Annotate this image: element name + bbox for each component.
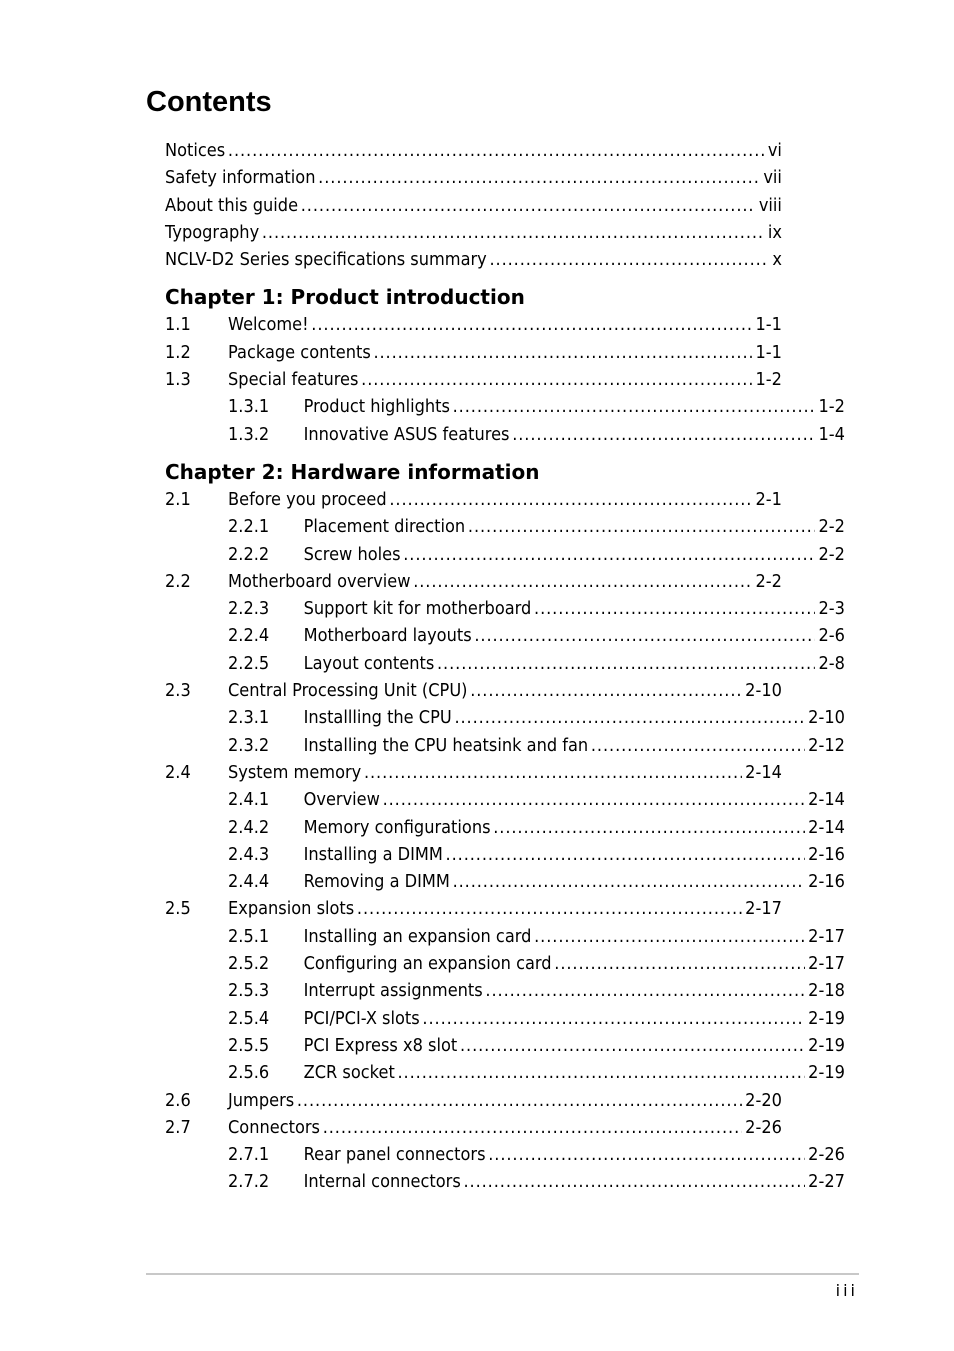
toc-entry-number: 2.3: [165, 680, 191, 702]
toc-entry-number: 2.3.2: [228, 734, 270, 756]
toc-entry[interactable]: [165, 622, 845, 649]
toc-entry-label: Innovative ASUS features: [303, 423, 510, 445]
toc-entry-number: 2.7: [165, 1116, 191, 1138]
toc-entry-label: Layout contents: [303, 652, 435, 674]
dot-leader: [488, 1141, 804, 1168]
toc-entry[interactable]: [165, 1141, 845, 1168]
toc-entry-number: 2.4.1: [228, 789, 270, 811]
front-matter-list: [165, 137, 782, 273]
toc-entry-page: 1-4: [818, 423, 845, 445]
toc-entry-number: 2.1: [165, 488, 191, 510]
toc-entry-number: 2.4.3: [228, 843, 270, 865]
toc-entry-label: Installing an expansion card: [303, 925, 532, 947]
toc-entry[interactable]: [165, 393, 845, 420]
toc-entry-number: 2.2.2: [228, 543, 270, 565]
dot-leader: [554, 950, 804, 977]
toc-entry-number: 2.5.4: [228, 1007, 270, 1029]
dot-leader: [534, 595, 815, 622]
toc-entry-page: 2-1: [755, 488, 782, 510]
dot-leader: [228, 137, 764, 164]
toc-entry-number: 2.2.5: [228, 652, 270, 674]
toc-entry[interactable]: [165, 704, 845, 731]
dot-leader: [361, 366, 752, 393]
toc-entry-page: x: [772, 249, 782, 271]
toc-entry-label: Screw holes: [303, 543, 401, 565]
dot-leader: [463, 1168, 804, 1195]
page-number: iii: [835, 1281, 858, 1300]
toc-entry-page: 2-16: [808, 871, 845, 893]
toc-entry-page: ix: [767, 221, 782, 243]
toc-entry[interactable]: [165, 164, 782, 191]
toc-entry-number: 1.3.1: [228, 396, 270, 418]
toc-entry-label: Motherboard overview: [228, 570, 411, 592]
toc-entry-number: 1.1: [165, 314, 191, 336]
footer-divider: [146, 1273, 859, 1275]
dot-leader: [493, 814, 804, 841]
toc-entry-number: 2.6: [165, 1089, 191, 1111]
dot-leader: [311, 311, 752, 338]
toc-entry-page: 2-3: [818, 598, 845, 620]
toc-entry-page: vii: [763, 167, 782, 189]
toc-entry[interactable]: [165, 650, 845, 677]
chapter-2-heading[interactable]: Chapter 2: Hardware information: [165, 459, 540, 484]
toc-entry-number: 2.7.1: [228, 1144, 270, 1166]
toc-entry-number: 2.5.2: [228, 953, 270, 975]
toc-entry-page: 2-17: [808, 925, 845, 947]
toc-entry-label: Jumpers: [228, 1089, 295, 1111]
toc-entry-number: 2.5: [165, 898, 191, 920]
toc-entry-page: 2-14: [808, 816, 845, 838]
dot-leader: [323, 1114, 742, 1141]
toc-entry-label: System memory: [228, 761, 362, 783]
toc-entry-number: 2.2: [165, 570, 191, 592]
toc-entry-number: 2.4.4: [228, 871, 270, 893]
toc-entry-label: Before you proceed: [228, 488, 387, 510]
toc-entry-number: 1.3: [165, 369, 191, 391]
toc-entry-number: 1.2: [165, 341, 191, 363]
toc-entry-page: 2-2: [818, 543, 845, 565]
toc-entry[interactable]: [165, 137, 782, 164]
toc-entry-label: Typography: [165, 221, 260, 243]
toc-entry-page: 1-2: [755, 369, 782, 391]
toc-entry[interactable]: [165, 923, 845, 950]
toc-entry[interactable]: [165, 541, 845, 568]
dot-leader: [398, 1059, 805, 1086]
dot-leader: [485, 977, 804, 1004]
toc-entry-label: Notices: [165, 140, 226, 161]
dot-leader: [297, 1087, 742, 1114]
toc-entry-number: 2.2.1: [228, 516, 270, 538]
toc-entry[interactable]: [165, 1005, 845, 1032]
toc-entry[interactable]: [165, 219, 782, 246]
toc-entry-label: Configuring an expansion card: [303, 953, 552, 975]
toc-entry-number: 2.3.1: [228, 707, 270, 729]
toc-entry-page: 2-14: [745, 761, 782, 783]
toc-entry[interactable]: [165, 732, 845, 759]
toc-entry-label: Package contents: [228, 341, 371, 363]
toc-entry[interactable]: [165, 814, 845, 841]
toc-entry-page: 2-19: [808, 1007, 845, 1029]
toc-entry[interactable]: [165, 1168, 845, 1195]
dot-leader: [262, 219, 764, 246]
toc-entry-page: 2-19: [808, 1034, 845, 1056]
dot-leader: [373, 339, 751, 366]
toc-entry[interactable]: [165, 1032, 845, 1059]
dot-leader: [453, 393, 815, 420]
toc-entry-label: Support kit for motherboard: [303, 598, 532, 620]
toc-entry[interactable]: [165, 977, 845, 1004]
toc-entry-label: About this guide: [165, 194, 299, 216]
toc-entry[interactable]: [165, 568, 782, 595]
toc-entry-page: 2-2: [818, 516, 845, 538]
toc-entry-page: 2-20: [745, 1089, 782, 1111]
toc-entry-page: 1-2: [818, 396, 845, 418]
toc-entry[interactable]: [165, 1087, 782, 1114]
toc-entry[interactable]: [165, 841, 845, 868]
dot-leader: [413, 568, 752, 595]
toc-entry-page: viii: [758, 194, 782, 216]
dot-leader: [403, 541, 815, 568]
dot-leader: [460, 1032, 805, 1059]
toc-entry-number: 1.3.2: [228, 423, 270, 445]
toc-entry[interactable]: [165, 513, 845, 540]
toc-entry-label: Internal connectors: [303, 1171, 461, 1193]
toc-entry[interactable]: [165, 366, 782, 393]
toc-entry-label: Rear panel connectors: [303, 1144, 486, 1166]
toc-entry-page: 2-19: [808, 1062, 845, 1084]
toc-entry-label: Interrupt assignments: [303, 980, 483, 1002]
dot-leader: [468, 513, 815, 540]
toc-entry-page: 2-16: [808, 843, 845, 865]
dot-leader: [364, 759, 742, 786]
toc-entry[interactable]: [165, 1114, 782, 1141]
toc-entry-label: Special features: [228, 369, 359, 391]
dot-leader: [422, 1005, 804, 1032]
table-of-contents: [165, 137, 845, 1196]
toc-entry-label: Connectors: [228, 1116, 320, 1138]
toc-entry-label: Removing a DIMM: [303, 871, 450, 893]
toc-entry[interactable]: [165, 246, 782, 273]
toc-entry[interactable]: [165, 677, 782, 704]
toc-entry[interactable]: [165, 895, 782, 922]
toc-entry-page: 2-6: [818, 625, 845, 647]
toc-entry-label: Central Processing Unit (CPU): [228, 680, 468, 702]
toc-entry[interactable]: [165, 595, 845, 622]
toc-entry-page: 2-2: [755, 570, 782, 592]
dot-leader: [512, 421, 815, 448]
toc-entry[interactable]: [165, 1059, 845, 1086]
toc-entry-label: Product highlights: [303, 396, 450, 418]
toc-entry-number: 2.4: [165, 761, 191, 783]
toc-entry[interactable]: [165, 339, 782, 366]
toc-entry-label: Installing a DIMM: [303, 843, 443, 865]
dot-leader: [446, 841, 805, 868]
toc-entry-label: Placement direction: [303, 516, 466, 538]
toc-entry-number: 2.2.3: [228, 598, 270, 620]
toc-entry-page: 2-14: [808, 789, 845, 811]
toc-entry-page: 2-12: [808, 734, 845, 756]
toc-entry-number: 2.5.1: [228, 925, 270, 947]
toc-entry-page: 2-26: [745, 1116, 782, 1138]
page-title: Contents: [146, 86, 272, 118]
dot-leader: [318, 164, 760, 191]
toc-entry[interactable]: [165, 311, 782, 338]
toc-entry[interactable]: [165, 759, 782, 786]
toc-entry-number: 2.2.4: [228, 625, 270, 647]
toc-entry-page: 2-17: [808, 953, 845, 975]
toc-entry-label: Expansion slots: [228, 898, 355, 920]
dot-leader: [453, 868, 805, 895]
dot-leader: [474, 622, 815, 649]
toc-entry-page: 1-1: [755, 314, 782, 336]
chapter-1-heading[interactable]: Chapter 1: Product introduction: [165, 285, 525, 310]
chapter-1-list: [165, 311, 845, 447]
chapter-2-list: [165, 486, 845, 1196]
toc-entry[interactable]: [165, 950, 845, 977]
toc-entry-label: Welcome!: [228, 314, 309, 336]
toc-entry[interactable]: [165, 192, 782, 219]
toc-entry-page: vi: [767, 140, 782, 161]
toc-entry-label: Safety information: [165, 167, 316, 189]
toc-entry-page: 2-18: [808, 980, 845, 1002]
dot-leader: [357, 895, 742, 922]
toc-entry-page: 2-27: [808, 1171, 845, 1193]
toc-entry-label: Memory configurations: [303, 816, 491, 838]
toc-entry-number: 2.5.3: [228, 980, 270, 1002]
toc-entry-page: 2-10: [808, 707, 845, 729]
toc-entry[interactable]: [165, 421, 845, 448]
toc-entry-label: Installling the CPU: [303, 707, 452, 729]
toc-entry-number: 2.5.5: [228, 1034, 270, 1056]
toc-entry-page: 2-17: [745, 898, 782, 920]
toc-entry-page: 2-26: [808, 1144, 845, 1166]
toc-entry[interactable]: [165, 486, 782, 513]
dot-leader: [591, 732, 805, 759]
dot-leader: [437, 650, 815, 677]
toc-entry-number: 2.7.2: [228, 1171, 270, 1193]
toc-entry-number: 2.5.6: [228, 1062, 270, 1084]
toc-entry-label: NCLV-D2 Series specifications summary: [165, 249, 487, 271]
dot-leader: [383, 786, 805, 813]
toc-entry-page: 1-1: [755, 341, 782, 363]
toc-entry-label: PCI/PCI-X slots: [303, 1007, 420, 1029]
toc-entry-label: Installing the CPU heatsink and fan: [303, 734, 589, 756]
toc-entry-label: PCI Express x8 slot: [303, 1034, 458, 1056]
dot-leader: [534, 923, 804, 950]
toc-entry-label: Overview: [303, 789, 380, 811]
dot-leader: [454, 704, 804, 731]
toc-entry-page: 2-10: [745, 680, 782, 702]
toc-entry-label: ZCR socket: [303, 1062, 395, 1084]
toc-entry-label: Motherboard layouts: [303, 625, 472, 647]
toc-entry-number: 2.4.2: [228, 816, 270, 838]
toc-entry[interactable]: [165, 786, 845, 813]
dot-leader: [489, 246, 768, 273]
dot-leader: [389, 486, 752, 513]
dot-leader: [470, 677, 741, 704]
toc-entry-page: 2-8: [818, 652, 845, 674]
toc-entry[interactable]: [165, 868, 845, 895]
dot-leader: [301, 192, 755, 219]
